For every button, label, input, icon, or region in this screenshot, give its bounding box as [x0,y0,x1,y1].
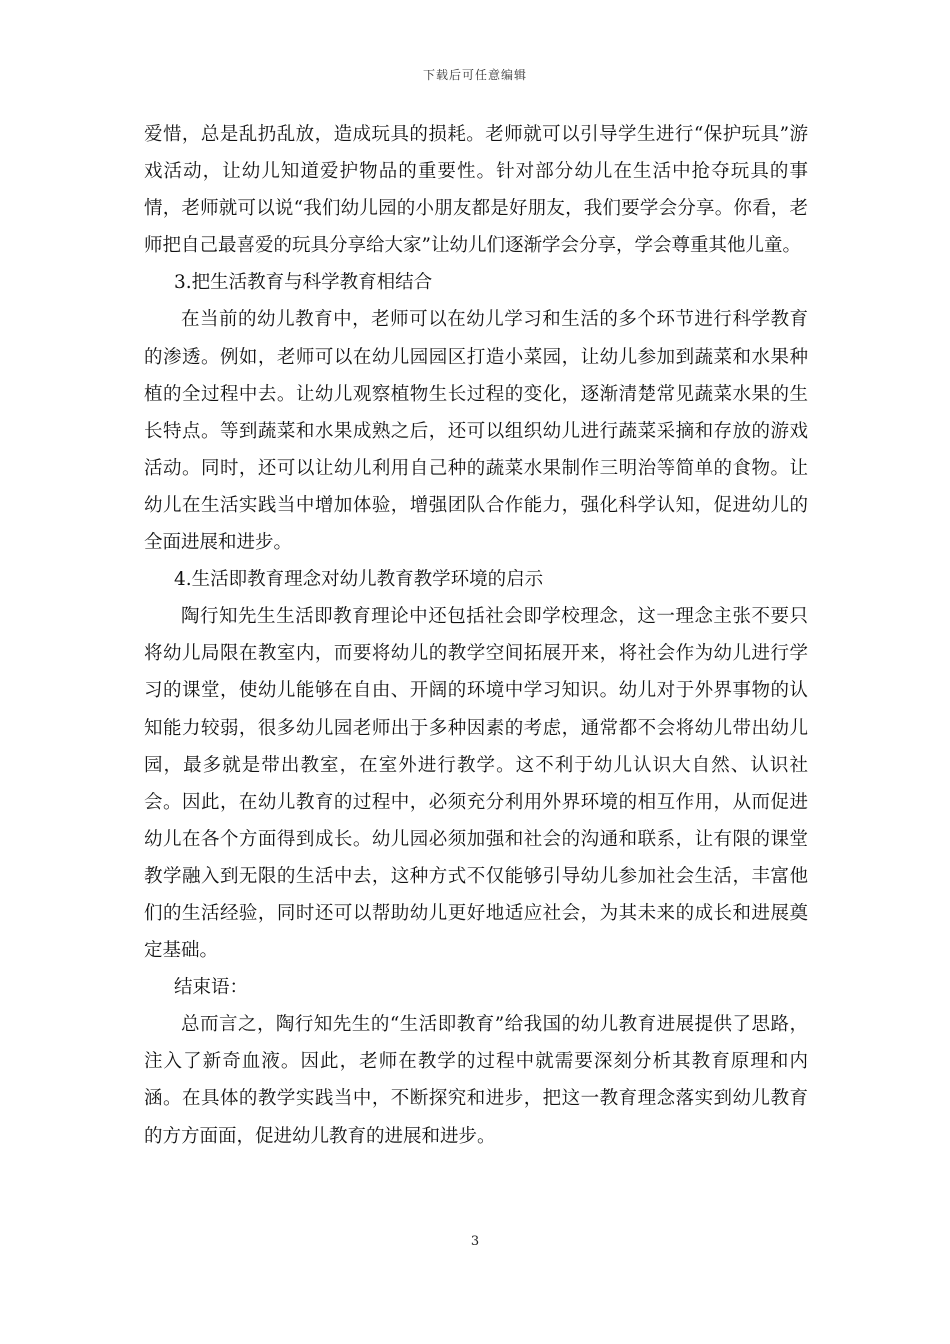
paragraph-teaching-environment: 陶行知先生生活即教育理论中还包括社会即学校理念，这一理念主张不要只将幼儿局限在教室内，而要将幼儿的教学空间拓展开来，将社会作为幼儿进行学习的课堂，使幼儿能够在自由、开阔的环境中学习知识。幼儿对于外界事物的认知能力较弱，很多幼儿园老师出于多种因素的考虑，通常都不会将幼儿带出幼儿园，最多就是带出教室，在室外进行教学。这不利于幼儿认识大自然、认识社会。因此，在幼儿教育的过程中，必须充分利用外界环境的相互作用，从而促进幼儿在各个方面得到成长。幼儿园必须加强和社会的沟通和联系，让有限的课堂教学融入到无限的生活中去，这种方式不仅能够引导幼儿参加社会生活，丰富他们的生活经验，同时还可以帮助幼儿更好地适应社会，为其未来的成长和进展奠定基础。 [144,606,808,962]
paragraph-continuation: 爱惜，总是乱扔乱放，造成玩具的损耗。老师就可以引导学生进行“保护玩具”游戏活动，让幼儿知道爱护物品的重要性。针对部分幼儿在生活中抢夺玩具的事情，老师就可以说“我们幼儿园的小朋友都是好朋友，我们要学会分享。你看，老师把自己最喜爱的玩具分享给大家”让幼儿们逐渐学会分享，学会尊重其他儿童。 [144,124,808,257]
section-heading-4: 4.生活即教育理念对幼儿教育教学环境的启示 [174,569,544,591]
document-body [144,116,808,1155]
section-heading-3: 3.把生活教育与科学教育相结合 [174,272,433,294]
page-number: 3 [470,1234,480,1249]
conclusion-heading: 结束语： [174,977,249,999]
page-header: 下载后可任意编辑 [422,68,527,82]
paragraph-conclusion: 总而言之，陶行知先生的“生活即教育”给我国的幼儿教育进展提供了思路，注入了新奇血液。因此，老师在教学的过程中就需要深刻分析其教育原理和内涵。在具体的教学实践当中，不断探究和进步，把这一教育理念落实到幼儿教育的方方面面，促进幼儿教育的进展和进步。 [144,1014,808,1147]
paragraph-science-education: 在当前的幼儿教育中，老师可以在幼儿学习和生活的多个环节进行科学教育的渗透。例如，老师可以在幼儿园园区打造小菜园，让幼儿参加到蔬菜和水果种植的全过程中去。让幼儿观察植物生长过程的变化，逐渐清楚常见蔬菜水果的生长特点。等到蔬菜和水果成熟之后，还可以组织幼儿进行蔬菜采摘和存放的游戏活动。同时，还可以让幼儿利用自己种的蔬菜水果制作三明治等简单的食物。让幼儿在生活实践当中增加体验，增强团队合作能力，强化科学认知，促进幼儿的全面进展和进步。 [144,309,808,554]
